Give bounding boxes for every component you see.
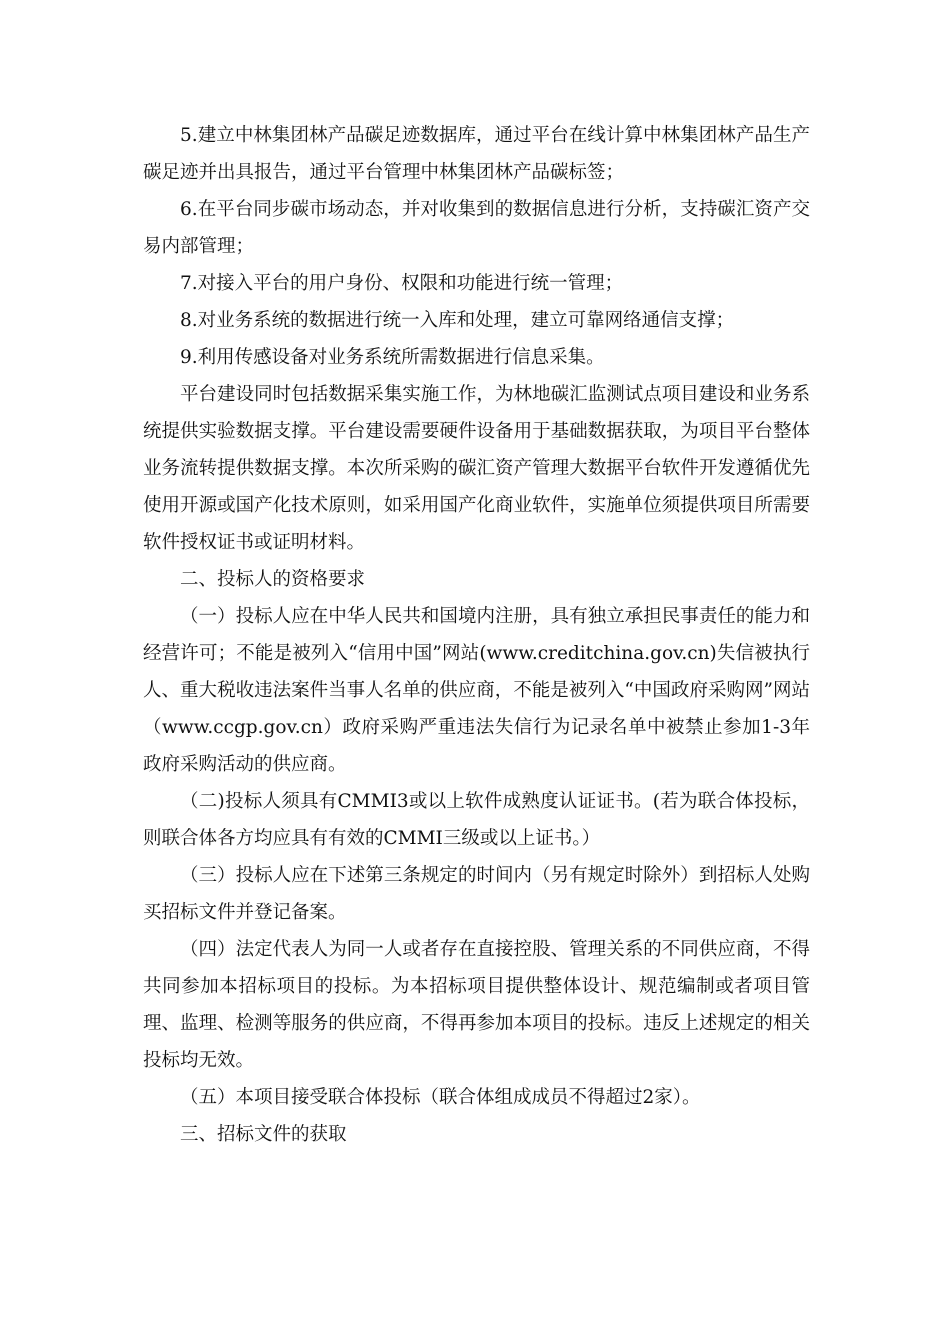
list-item-7: 7.对接入平台的用户身份、权限和功能进行统一管理； bbox=[180, 273, 624, 294]
list-item-9: 9.利用传感设备对业务系统所需数据进行信息采集。 bbox=[180, 347, 605, 368]
qualification-item-4: （四）法定代表人为同一人或者存在直接控股、管理关系的不同供应商，不得共同参加本招标项目的投标。为本招标项目提供整体设计、规范编制或者项目管理、监理、检测等服务的供应商，不得再参加本项目的投标。违反上述规定的相关投标均无效。 bbox=[143, 939, 810, 1071]
list-item-5: 5.建立中林集团林产品碳足迹数据库，通过平台在线计算中林集团林产品生产碳足迹并出具报告，通过平台管理中林集团林产品碳标签； bbox=[143, 125, 810, 183]
document-body bbox=[143, 117, 810, 1153]
section-heading-documents: 三、招标文件的获取 bbox=[180, 1124, 347, 1145]
qualification-item-2: （二)投标人须具有CMMI3或以上软件成熟度认证证书。(若为联合体投标，则联合体各方均应具有有效的CMMI三级或以上证书。） bbox=[143, 791, 810, 849]
list-item-8: 8.对业务系统的数据进行统一入库和处理，建立可靠网络通信支撑； bbox=[180, 310, 735, 331]
qualification-item-3: （三）投标人应在下述第三条规定的时间内（另有规定时除外）到招标人处购买招标文件并登记备案。 bbox=[143, 865, 810, 923]
platform-paragraph: 平台建设同时包括数据采集实施工作，为林地碳汇监测试点项目建设和业务系统提供实验数据支撑。平台建设需要硬件设备用于基础数据获取，为项目平台整体业务流转提供数据支撑。本次所采购的碳汇资产管理大数据平台软件开发遵循优先使用开源或国产化技术原则，如采用国产化商业软件，实施单位须提供项目所需要软件授权证书或证明材料。 bbox=[143, 384, 810, 553]
section-heading-qualifications: 二、投标人的资格要求 bbox=[180, 569, 366, 590]
list-item-6: 6.在平台同步碳市场动态，并对收集到的数据信息进行分析，支持碳汇资产交易内部管理； bbox=[143, 199, 810, 257]
qualification-item-5: （五）本项目接受联合体投标（联合体组成成员不得超过2家）。 bbox=[180, 1087, 701, 1108]
qualification-item-1: （一）投标人应在中华人民共和国境内注册，具有独立承担民事责任的能力和经营许可；不能是被列入“信用中国”网站(www.creditchina.gov.cn)失信被执行人、重大税收违法案件当事人名单的供应商，不能是被列入“中国政府采购网”网站（www.ccgp.gov.cn）政府采购严重违法失信行为记录名单中被禁止参加1-3年政府采购活动的供应商。 bbox=[143, 606, 810, 775]
